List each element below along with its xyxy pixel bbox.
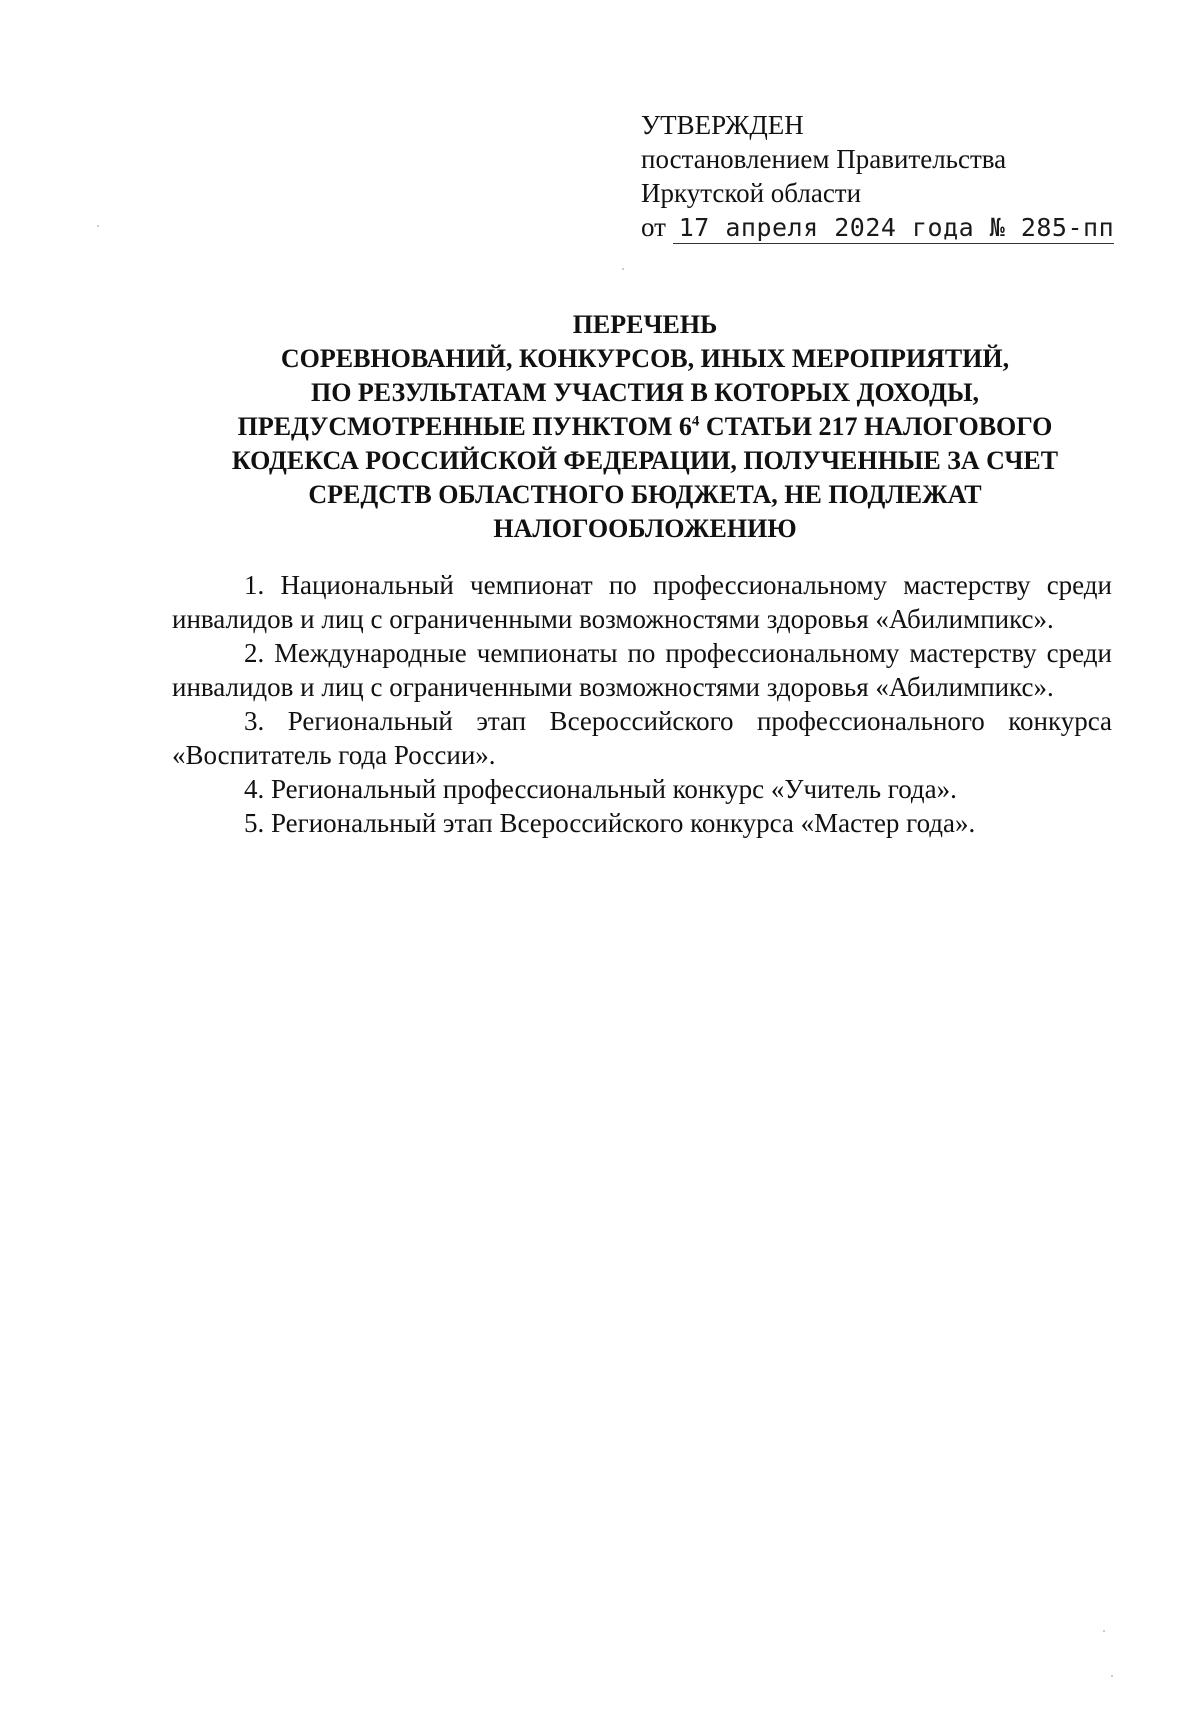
title-line-1: ПЕРЕЧЕНЬ — [572, 310, 718, 339]
scan-speck — [97, 225, 99, 227]
list-item: 3. Региональный этап Всероссийского профессионального конкурса «Воспитатель года России». — [172, 706, 1112, 770]
scan-speck — [622, 268, 624, 270]
list-item: 2. Международные чемпионаты по профессиональному мастерству среди инвалидов и лиц с ограниченными возможностями здоровья «Абилимпикс». — [172, 638, 1112, 702]
title-line-4-start: ПРЕДУСМОТРЕННЫЕ ПУНКТОМ 6 — [237, 412, 692, 441]
title-line-5: КОДЕКСА РОССИЙСКОЙ ФЕДЕРАЦИИ, ПОЛУЧЕННЫЕ ЗА СЧЕТ — [231, 446, 1059, 475]
title-superscript: 4 — [691, 413, 700, 430]
approval-date-prefix: от — [641, 212, 666, 242]
approval-date-number: 17 апреля 2024 года № 285-пп — [673, 211, 1114, 245]
approval-stamp — [641, 108, 1115, 245]
title-line-7: НАЛОГООБЛОЖЕНИЮ — [493, 514, 797, 543]
title-line-3: ПО РЕЗУЛЬТАТАМ УЧАСТИЯ В КОТОРЫХ ДОХОДЫ, — [310, 378, 980, 407]
list-item: 5. Региональный этап Всероссийского конкурса «Мастер года». — [244, 808, 976, 838]
approval-authority: постановлением Правительства — [641, 144, 1007, 174]
document-title — [150, 308, 1140, 546]
scan-speck — [1111, 1675, 1113, 1677]
approval-heading: УТВЕРЖДЕН — [641, 110, 804, 140]
approval-date-line — [641, 210, 1115, 245]
list-item: 1. Национальный чемпионат по профессиональному мастерству среди инвалидов и лиц с ограниченными возможностями здоровья «Абилимпикс». — [172, 570, 1112, 634]
title-line-6: СРЕДСТВ ОБЛАСТНОГО БЮДЖЕТА, НЕ ПОДЛЕЖАТ — [308, 480, 982, 509]
items-list — [172, 568, 1112, 840]
list-item: 4. Региональный профессиональный конкурс «Учитель года». — [244, 774, 957, 804]
title-line-2: СОРЕВНОВАНИЙ, КОНКУРСОВ, ИНЫХ МЕРОПРИЯТИЙ, — [280, 344, 1010, 373]
title-line-4-end: СТАТЬИ 217 НАЛОГОВОГО — [699, 412, 1053, 441]
scan-speck — [1103, 1630, 1105, 1632]
title-line-4 — [150, 410, 1140, 444]
approval-region: Иркутской области — [641, 178, 862, 208]
